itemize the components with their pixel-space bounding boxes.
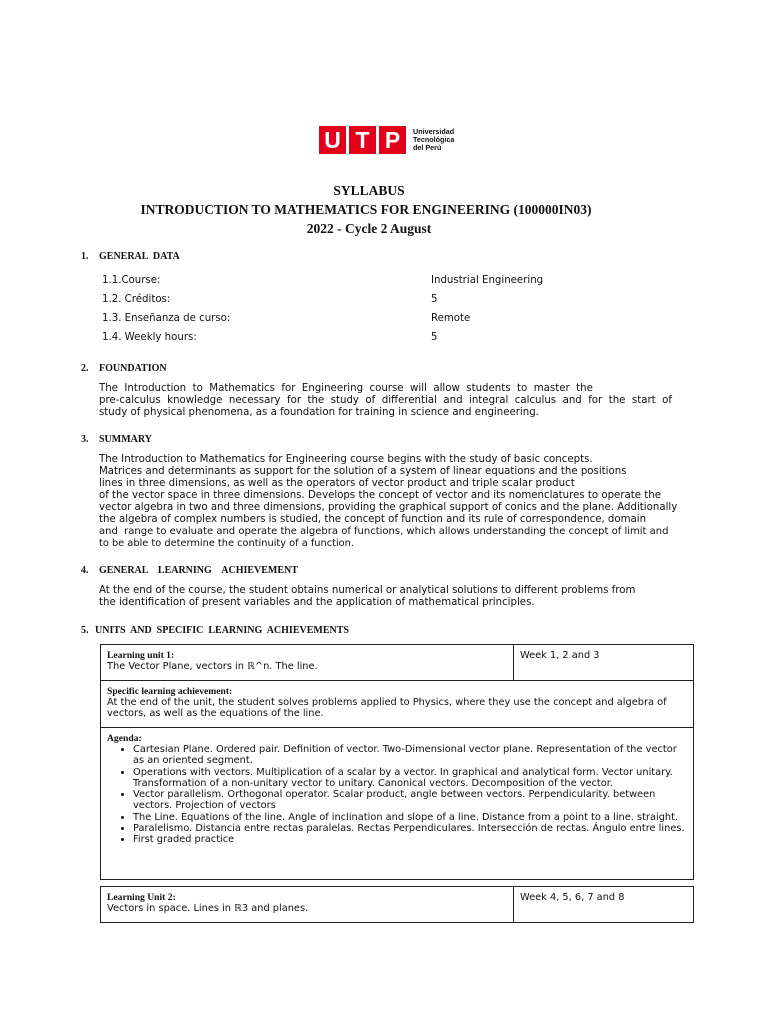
unit-2-table <box>100 886 694 923</box>
summary-line: of the vector space in three dimensions. Develops the concept of vector and its nomenclatures to operate the <box>99 490 661 501</box>
unit-2-weeks-cell <box>514 887 694 923</box>
foundation-line: pre-calculus knowledge necessary for the study of differential and integral calculus and for the start of <box>99 395 672 406</box>
summary-line: the algebra of complex numbers is studied, the concept of function and its rule of correspondence, domain <box>99 514 647 525</box>
unit-1-achievement-label: Specific learning achievement: <box>107 686 233 697</box>
general-data-label: 1.4. Weekly hours: <box>102 332 197 343</box>
section-units-heading: 5. UNITS AND SPECIFIC LEARNING ACHIEVEMENTS <box>81 625 349 636</box>
unit-1-achievement-cell <box>101 681 694 728</box>
summary-line: lines in three dimensions, as well as the operators of vector product and triple scalar product <box>99 478 575 489</box>
general-data-label: 1.2. Créditos: <box>102 294 171 305</box>
general-data-value: Remote <box>431 313 471 324</box>
summary-line: Matrices and determinants as support for the solution of a system of linear equations and the positions <box>99 466 627 477</box>
unit-1-label: Learning unit 1: <box>107 650 175 661</box>
logo-letter-u: U <box>319 126 346 154</box>
general-data-value: 5 <box>431 294 438 305</box>
foundation-line: The Introduction to Mathematics for Engineering course will allow students to master the <box>99 383 593 394</box>
unit-1-title: The Vector Plane, vectors in ℝ^n. The line. <box>107 661 318 672</box>
general-data-label: 1.1.Course: <box>102 275 161 286</box>
utp-logo <box>319 125 454 155</box>
agenda-item: • Vector parallelism. Orthogonal operator. Scalar product, angle between vectors. Perpendicularity. between vectors. Projection of vectors <box>133 789 687 812</box>
section-foundation-heading: 2. FOUNDATION <box>81 363 167 374</box>
unit-1-title-cell <box>101 645 514 681</box>
achievement-line: At the end of the course, the student obtains numerical or analytical solutions to different problems from <box>99 585 636 596</box>
unit-1-weeks: Week 1, 2 and 3 <box>520 650 600 661</box>
course-cycle: 2022 - Cycle 2 August <box>306 221 432 236</box>
unit-2-title-cell <box>101 887 514 923</box>
summary-line: and range to evaluate and operate the algebra of functions, which allows understanding the concept of limit and <box>99 526 669 537</box>
agenda-item: • Paralelismo. Distancia entre rectas paralelas. Rectas Perpendiculares. Intersección de rectas. Ángulo entre lines. <box>133 823 687 834</box>
unit-1-achievement-text: At the end of the unit, the student solves problems applied to Physics, where they use the concept and algebra of vectors, as well as the equations of the line. <box>107 697 667 720</box>
section-achievement-heading: 4. GENERAL LEARNING ACHIEVEMENT <box>81 565 298 576</box>
summary-line: The Introduction to Mathematics for Engineering course begins with the study of basic concepts. <box>99 454 593 465</box>
logo-letter-p: P <box>379 126 406 154</box>
unit-1-weeks-cell <box>514 645 694 681</box>
unit-1-agenda-cell <box>101 728 694 880</box>
general-data-label: 1.3. Enseñanza de curso: <box>102 313 231 324</box>
section-summary-heading: 3. SUMMARY <box>81 434 152 445</box>
agenda-item: • First graded practice <box>133 834 687 845</box>
summary-line: to be able to determine the continuity of a function. <box>99 538 354 549</box>
unit-1-agenda-label: Agenda: <box>107 733 142 744</box>
unit-1-agenda-list <box>107 744 687 846</box>
summary-line: vector algebra in two and three dimensions, providing the graphical support of conics and the plane. Additionally <box>99 502 678 513</box>
syllabus-heading: SYLLABUS <box>333 183 405 198</box>
unit-2-label: Learning Unit 2: <box>107 892 176 903</box>
achievement-line: the identification of present variables and the application of mathematical principles. <box>99 597 535 608</box>
course-title: INTRODUCTION TO MATHEMATICS FOR ENGINEERING (100000IN03) <box>140 202 592 217</box>
general-data-value: 5 <box>431 332 438 343</box>
agenda-item: • Operations with vectors. Multiplication of a scalar by a vector. In graphical and analytical form. Vector unitary. Transformation of a non-unitary vector to unitary. Canonical vectors. Decomposition of the vector. <box>133 767 687 790</box>
unit-2-weeks: Week 4, 5, 6, 7 and 8 <box>520 892 625 903</box>
logo-university-name: Universidad Tecnológica del Perú <box>413 127 455 152</box>
unit-1-table <box>100 644 694 880</box>
agenda-item: • Cartesian Plane. Ordered pair. Definition of vector. Two-Dimensional vector plane. Representation of the vector as an oriented segment. <box>133 744 687 767</box>
logo-letter-t: T <box>349 126 376 154</box>
foundation-line: study of physical phenomena, as a foundation for training in science and engineering. <box>99 407 539 418</box>
unit-2-title: Vectors in space. Lines in ℝ3 and planes. <box>107 903 309 914</box>
general-data-value: Industrial Engineering <box>431 275 544 286</box>
agenda-item: • The Line. Equations of the line. Angle of inclination and slope of a line. Distance from a point to a line. straight. <box>133 812 687 823</box>
section-general-data-heading: 1. GENERAL DATA <box>81 251 180 262</box>
